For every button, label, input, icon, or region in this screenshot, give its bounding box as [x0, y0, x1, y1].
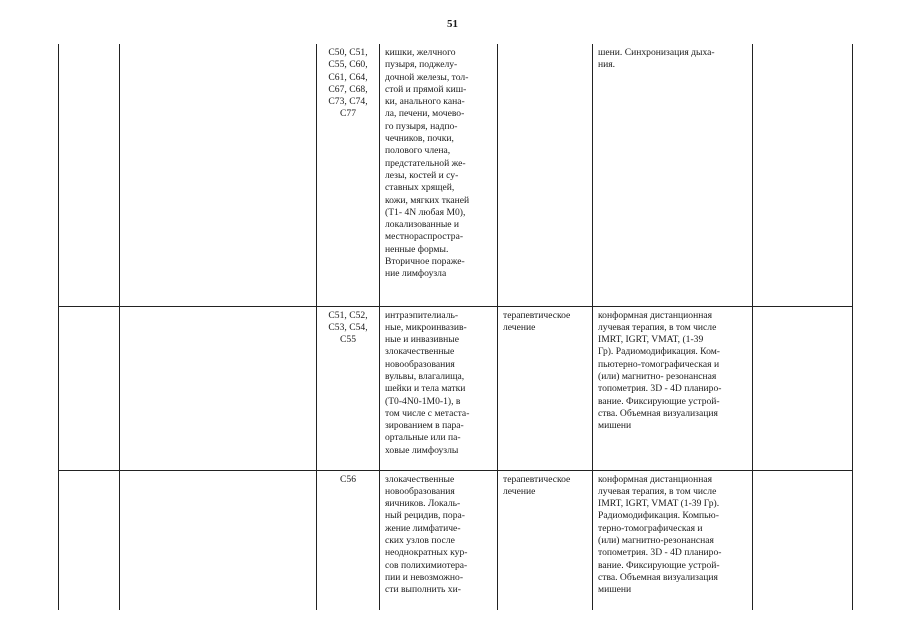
text-line: жение лимфатиче- [385, 522, 461, 534]
empty-cell [59, 470, 120, 610]
text-line: ные и инвазивные [385, 334, 459, 346]
text-line: новообразования [385, 358, 455, 370]
treatment-type-cell [498, 306, 593, 470]
text-line: злокачественные [385, 346, 455, 358]
table-row [59, 306, 853, 470]
empty-cell [120, 44, 317, 306]
text-line: ки, анального кана- [385, 96, 465, 108]
table-row [59, 44, 853, 306]
text-line: терно-томографическая и [598, 522, 703, 534]
text-line: лечение [503, 485, 536, 497]
text-line: лезы, костей и су- [385, 169, 459, 181]
text-line: конформная дистанционная [598, 473, 713, 485]
empty-cell [120, 470, 317, 610]
text-line: кишки, желчного [385, 47, 456, 58]
text-line: вание. Фиксирующие устрой- [598, 559, 720, 571]
description-cell [380, 470, 498, 610]
text-line: C53, C54, [328, 321, 368, 333]
text-line: ние лимфоузла [385, 268, 447, 280]
text-line: C50, C51, [328, 47, 368, 58]
text-line: яичников. Локаль- [385, 498, 461, 510]
text-line: (или) магнитно-резонансная [598, 534, 714, 546]
text-line: интраэпителиаль- [385, 309, 459, 321]
treatment-method-cell [593, 470, 753, 610]
text-line: ортальные или па- [385, 432, 461, 444]
text-line: ния. [598, 59, 616, 71]
text-line: C77 [340, 108, 356, 120]
text-line: мишени [598, 420, 632, 432]
empty-cell [753, 470, 853, 610]
text-line: ла, печени, мочево- [385, 108, 465, 120]
empty-cell [753, 44, 853, 306]
text-line: шени. Синхронизация дыха- [598, 47, 715, 58]
empty-cell [120, 306, 317, 470]
text-line: C55, C60, [328, 59, 368, 71]
text-line: C67, C68, [328, 83, 368, 95]
text-line: лечение [503, 321, 536, 333]
text-line: ные, микроинвазив- [385, 321, 467, 333]
text-line: злокачественные [385, 473, 455, 485]
diagnosis-codes-cell [317, 306, 380, 470]
text-line: сов полихимиотера- [385, 559, 468, 571]
text-line: C56 [340, 473, 356, 485]
text-line: кожи, мягких тканей [385, 194, 470, 206]
text-line: локализованные и [385, 219, 460, 231]
text-line: пии и невозможно- [385, 571, 464, 583]
empty-cell [753, 306, 853, 470]
treatment-type-cell [498, 44, 593, 306]
text-line: (или) магнитно- резонансная [598, 370, 717, 382]
text-line: ненные формы. [385, 243, 449, 255]
treatment-type-cell [498, 470, 593, 610]
text-line: ства. Объемная визуализация [598, 407, 718, 419]
text-line: ских узлов после [385, 534, 455, 546]
text-line: шейки и тела матки [385, 383, 466, 395]
text-line: зированием в пара- [385, 420, 464, 432]
empty-cell [59, 44, 120, 306]
text-line: лучевая терапия, в том числе [598, 485, 717, 497]
text-line: Радиомодификация. Компью- [598, 510, 719, 522]
text-line: топометрия. 3D - 4D планиро- [598, 383, 722, 395]
description-cell [380, 306, 498, 470]
text-line: конформная дистанционная [598, 309, 713, 321]
text-line: пьютерно-томографическая и [598, 358, 720, 370]
text-line: (T1- 4N любая M0), [385, 206, 466, 218]
text-line: ства. Объемная визуализация [598, 571, 718, 583]
diagnosis-codes-cell [317, 44, 380, 306]
diagnosis-codes-cell [317, 470, 380, 610]
text-line: (T0-4N0-1M0-1), в [385, 395, 461, 407]
treatment-method-cell [593, 44, 753, 306]
text-line: C61, C64, [328, 71, 368, 83]
treatment-method-cell [593, 306, 753, 470]
text-line: терапевтическое [503, 473, 571, 485]
text-line: C55 [340, 334, 356, 346]
table-row [59, 470, 853, 610]
text-line: ховые лимфоузлы [385, 444, 459, 456]
text-line: IMRT, IGRT, VMAT (1-39 Гр). [598, 498, 720, 510]
document-table [58, 44, 853, 610]
text-line: ставных хрящей, [385, 182, 455, 194]
text-line: неоднократных кур- [385, 547, 468, 559]
text-line: полового члена, [385, 145, 451, 157]
text-line: местнораспростра- [385, 231, 464, 243]
text-line: го пузыря, надпо- [385, 120, 458, 132]
text-line: C73, C74, [328, 96, 368, 108]
text-line: предстательной же- [385, 157, 466, 169]
text-line: новообразования [385, 485, 455, 497]
description-cell [380, 44, 498, 306]
text-line: IMRT, IGRT, VMAT, (1-39 [598, 334, 704, 346]
text-line: ный рецидив, пора- [385, 510, 465, 522]
text-line: C51, C52, [328, 309, 368, 321]
empty-cell [59, 306, 120, 470]
text-line: лучевая терапия, в том числе [598, 321, 717, 333]
text-line: вульвы, влагалища, [385, 370, 465, 382]
text-line: вание. Фиксирующие устрой- [598, 395, 720, 407]
text-line: чечников, почки, [385, 133, 454, 145]
text-line: Вторичное пораже- [385, 256, 465, 268]
text-line: пузыря, поджелу- [385, 59, 458, 71]
text-line: мишени [598, 584, 632, 596]
text-line: Гр). Радиомодификация. Ком- [598, 346, 720, 358]
text-line: стой и прямой киш- [385, 83, 467, 95]
text-line: терапевтическое [503, 309, 571, 321]
text-line: сти выполнить хи- [385, 584, 461, 596]
text-line: дочной железы, тол- [385, 71, 469, 83]
text-line: топометрия. 3D - 4D планиро- [598, 547, 722, 559]
text-line: том числе с метаста- [385, 407, 470, 419]
page-number: 51 [447, 18, 458, 30]
